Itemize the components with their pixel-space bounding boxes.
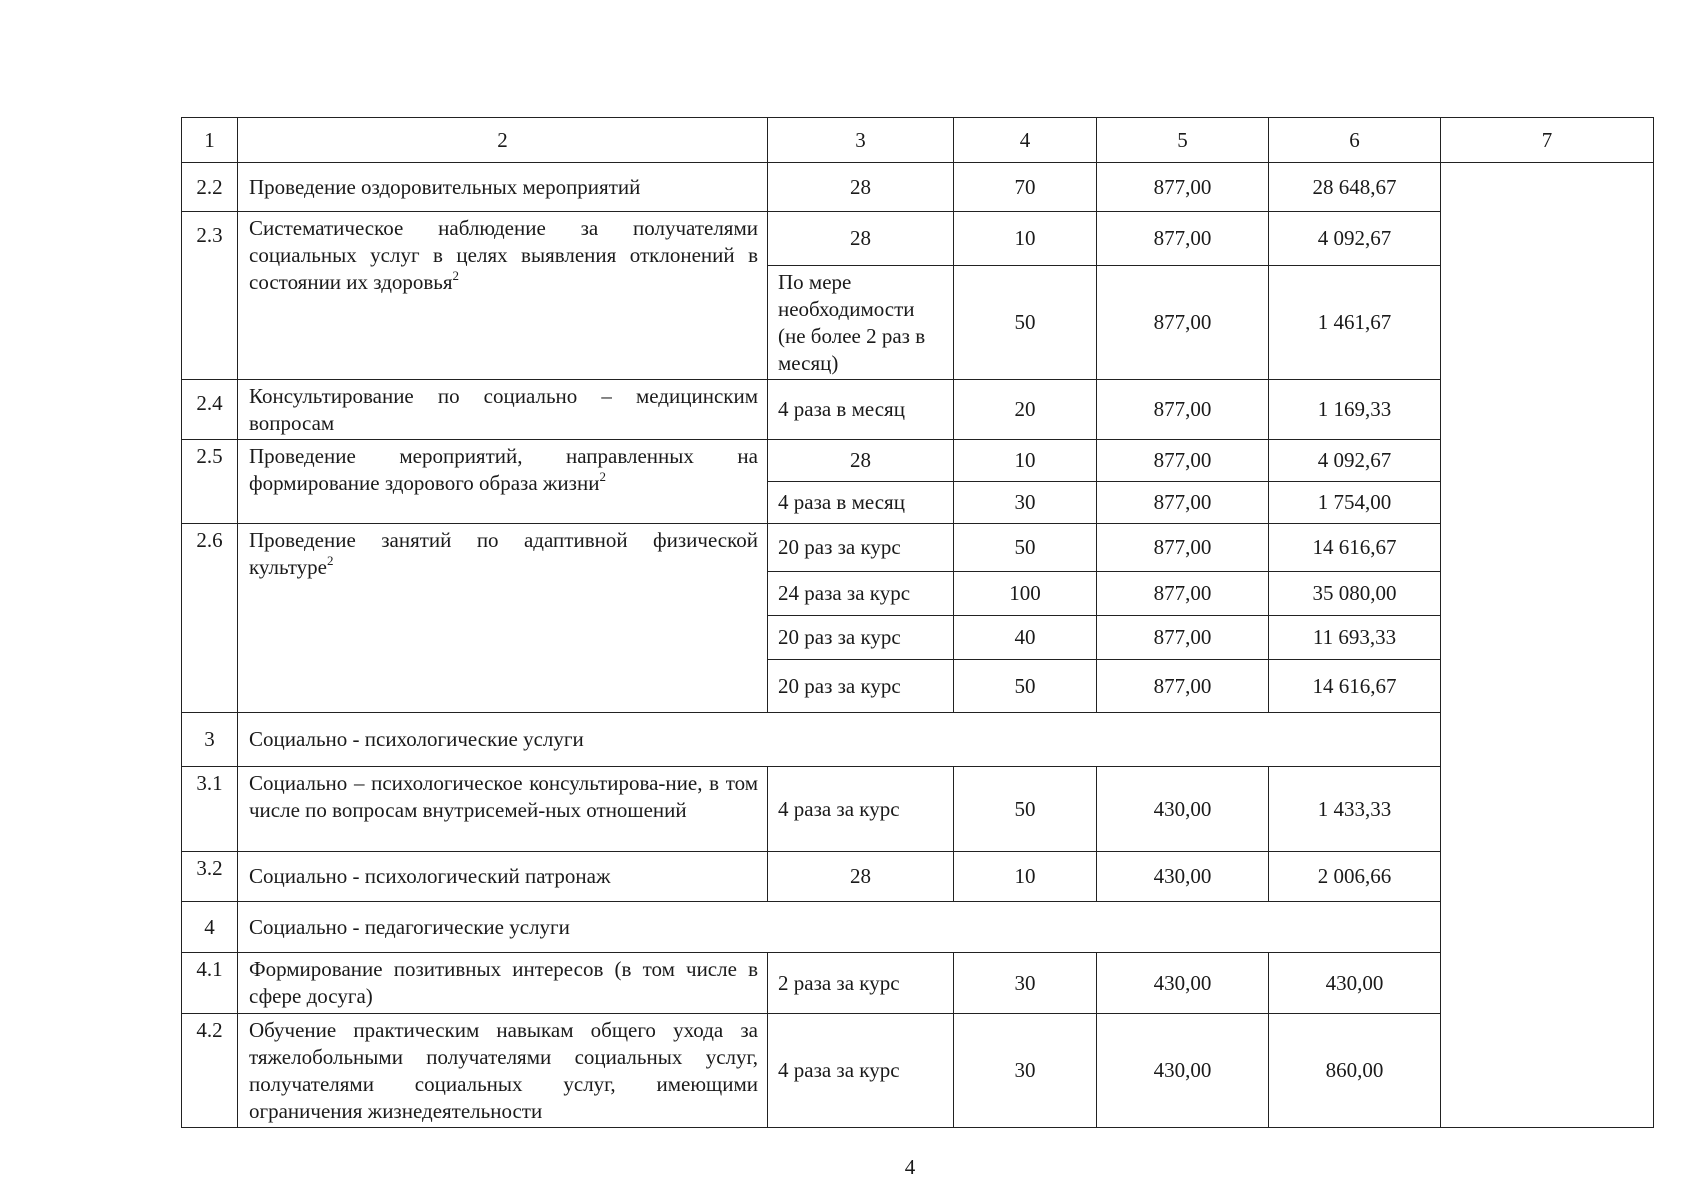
price-cell: 877,00 [1097,380,1269,440]
frequency-cell: 28 [768,852,954,902]
frequency-cell: 4 раза в месяц [768,482,954,524]
row-number: 4.1 [182,953,238,1014]
service-name: Обучение практическим навыкам общего ухода за тяжелобольными получателями социальных услуг, получателями социальных услуг, имеющими ограничения жизнедеятельности [238,1014,768,1128]
section-row-4 [182,902,1654,953]
price-cell: 430,00 [1097,852,1269,902]
header-col-4: 4 [954,118,1097,163]
page-number: 4 [904,1155,916,1179]
service-name-text: Систематическое наблюдение за получателями социальных услуг в целях выявления отклонений в состоянии их здоровья [249,216,758,294]
sum-cell: 1 461,67 [1269,266,1441,380]
quantity-cell: 10 [954,852,1097,902]
quantity-cell: 50 [954,660,1097,713]
service-name [238,440,768,524]
quantity-cell: 30 [954,1014,1097,1128]
quantity-cell: 30 [954,482,1097,524]
row-number: 2.2 [182,163,238,212]
table-row-2-6 [182,524,1654,572]
frequency-cell: 20 раз за курс [768,616,954,660]
sum-cell: 860,00 [1269,1014,1441,1128]
table-row-2-4 [182,380,1654,440]
header-col-3: 3 [768,118,954,163]
frequency-cell: 28 [768,163,954,212]
frequency-cell: 28 [768,440,954,482]
quantity-cell: 70 [954,163,1097,212]
footnote-mark: 2 [452,268,460,283]
row-number: 2.6 [182,524,238,713]
service-name [238,524,768,713]
quantity-cell: 20 [954,380,1097,440]
quantity-cell: 40 [954,616,1097,660]
table-row-4-2 [182,1014,1654,1128]
quantity-cell: 50 [954,266,1097,380]
section-title: Социально - педагогические услуги [238,902,1441,953]
price-cell: 430,00 [1097,953,1269,1014]
table-row-2-5 [182,440,1654,482]
quantity-cell: 50 [954,524,1097,572]
quantity-cell: 50 [954,767,1097,852]
price-cell: 877,00 [1097,266,1269,380]
quantity-cell: 100 [954,572,1097,616]
service-name: Социально – психологическое консультирова-ние, в том числе по вопросам внутрисемей-ных отношений [238,767,768,852]
section-title: Социально - психологические услуги [238,713,1441,767]
price-cell: 877,00 [1097,616,1269,660]
footnote-mark: 2 [599,469,606,484]
table-row-3-2 [182,852,1654,902]
row-number: 4.2 [182,1014,238,1128]
frequency-cell: 2 раза за курс [768,953,954,1014]
table-row-2-3 [182,212,1654,266]
service-name-text: Проведение мероприятий, направленных на формирование здорового образа жизни [249,444,758,495]
price-cell: 877,00 [1097,660,1269,713]
service-name [238,212,768,380]
price-cell: 877,00 [1097,163,1269,212]
price-cell: 430,00 [1097,1014,1269,1128]
row-number: 2.3 [182,212,238,380]
table-row-3-1 [182,767,1654,852]
service-name: Социально - психологический патронаж [238,852,768,902]
section-number: 3 [182,713,238,767]
price-cell: 877,00 [1097,482,1269,524]
header-col-2: 2 [238,118,768,163]
sum-cell: 14 616,67 [1269,660,1441,713]
frequency-cell: 20 раз за курс [768,524,954,572]
service-name: Консультирование по социально – медицинским вопросам [238,380,768,440]
frequency-cell: 20 раз за курс [768,660,954,713]
header-col-1: 1 [182,118,238,163]
header-col-5: 5 [1097,118,1269,163]
section-number: 4 [182,902,238,953]
sum-cell: 4 092,67 [1269,440,1441,482]
table-row-2-2 [182,163,1654,212]
sum-cell: 14 616,67 [1269,524,1441,572]
frequency-cell: 4 раза в месяц [768,380,954,440]
footnote-mark: 2 [326,553,334,568]
row-number: 3.2 [182,852,238,902]
row-number: 2.4 [182,380,238,440]
header-col-7: 7 [1441,118,1654,163]
header-row [182,118,1654,163]
price-cell: 877,00 [1097,440,1269,482]
service-name-text: Проведение занятий по адаптивной физической культуре [249,528,758,579]
quantity-cell: 30 [954,953,1097,1014]
sum-cell: 35 080,00 [1269,572,1441,616]
sum-cell: 2 006,66 [1269,852,1441,902]
header-col-6: 6 [1269,118,1441,163]
price-cell: 430,00 [1097,767,1269,852]
sum-cell: 28 648,67 [1269,163,1441,212]
frequency-cell: 28 [768,212,954,266]
table-row-4-1 [182,953,1654,1014]
sum-cell: 4 092,67 [1269,212,1441,266]
sum-cell: 11 693,33 [1269,616,1441,660]
row-number: 3.1 [182,767,238,852]
row-number: 2.5 [182,440,238,524]
service-name: Формирование позитивных интересов (в том числе в сфере досуга) [238,953,768,1014]
frequency-cell: 4 раза за курс [768,1014,954,1128]
service-name: Проведение оздоровительных мероприятий [238,163,768,212]
sum-cell: 1 433,33 [1269,767,1441,852]
quantity-cell: 10 [954,440,1097,482]
frequency-cell: По мере необходимости (не более 2 раз в месяц) [768,266,954,380]
sum-cell: 1 754,00 [1269,482,1441,524]
column-7-blank [1441,163,1654,1128]
frequency-cell: 4 раза за курс [768,767,954,852]
price-cell: 877,00 [1097,524,1269,572]
price-cell: 877,00 [1097,212,1269,266]
services-table [181,117,1654,1128]
sum-cell: 430,00 [1269,953,1441,1014]
sum-cell: 1 169,33 [1269,380,1441,440]
price-cell: 877,00 [1097,572,1269,616]
section-row-3 [182,713,1654,767]
frequency-cell: 24 раза за курс [768,572,954,616]
quantity-cell: 10 [954,212,1097,266]
